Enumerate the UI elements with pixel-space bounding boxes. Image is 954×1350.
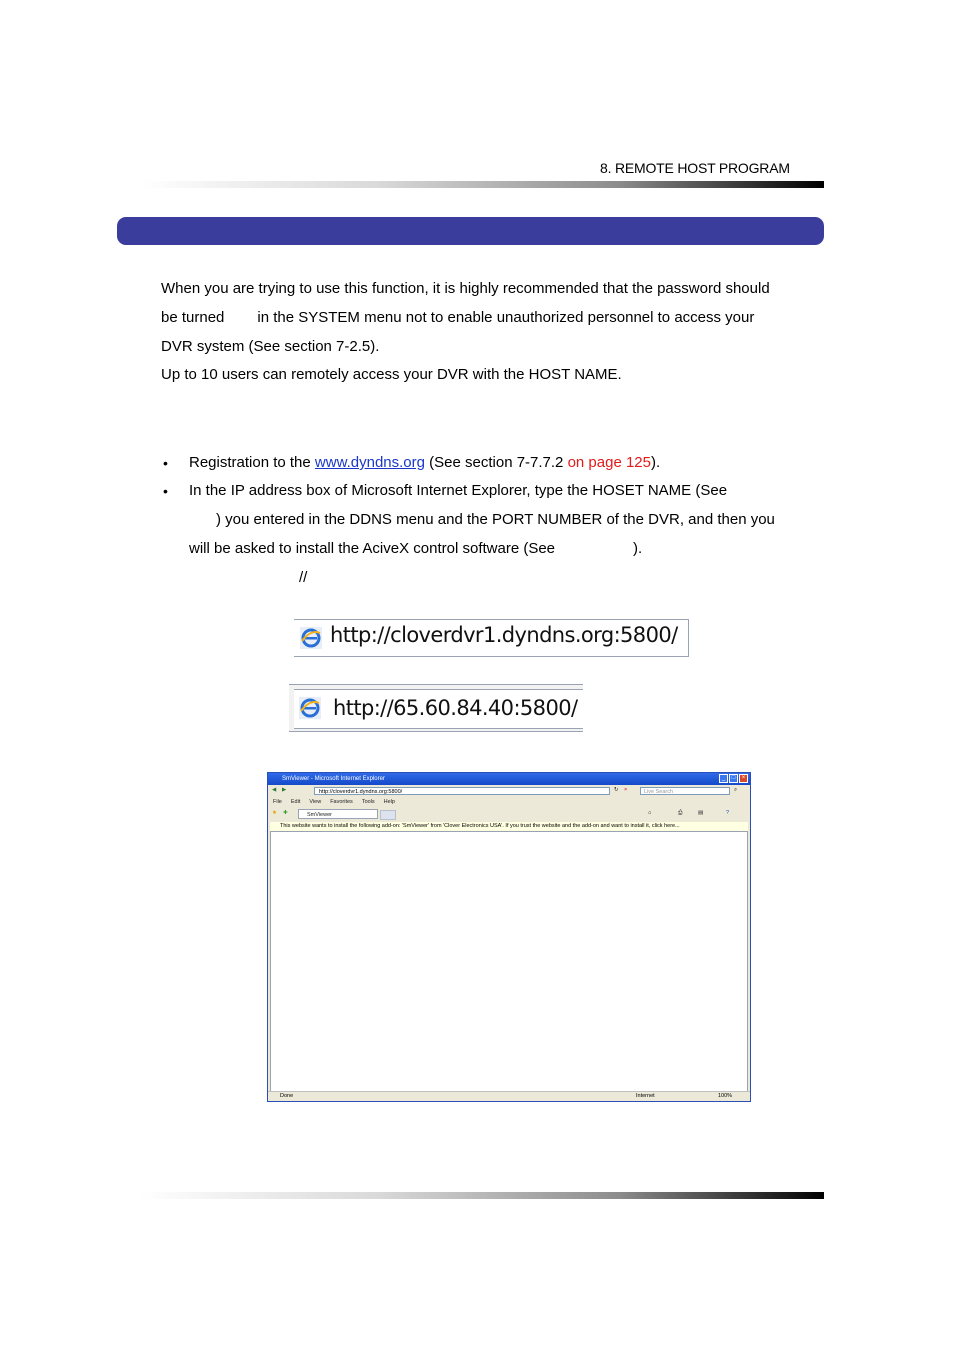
browser-window [267,772,751,1102]
menu-tools[interactable]: Tools [361,799,375,805]
intro-line-2 [161,303,841,332]
help-icon[interactable]: ? [726,810,730,816]
intro-line-3: DVR system (See section 7-2.5). [161,338,380,355]
stop-icon[interactable]: × [624,787,628,793]
minimize-icon[interactable]: _ [719,774,728,783]
refresh-icon[interactable]: ↻ [614,787,619,793]
bullet-2-line-1: In the IP address box of Microsoft Internet Explorer, type the HOSET NAME (See [189,482,728,499]
activex-infobar[interactable]: This website wants to install the following add-on: 'SmViewer' from 'Clover Electronics USA'. If you trust the website and the add-on and want to install it, click here... [270,822,748,831]
menu-help[interactable]: Help [383,799,395,805]
bullet-2 [189,476,829,592]
bullet-2-line-2: ) you entered in the DDNS menu and the PORT NUMBER of the DVR, and then you [216,511,775,528]
address-row [268,785,750,797]
intro-line-2a: be turned [161,309,225,326]
header-divider [140,181,824,188]
bullet-2-line-3a: will be asked to install the AciveX control software (See [189,540,556,557]
intro-line-4: Up to 10 users can remotely access your DVR with the HOST NAME. [161,366,622,383]
bullet-1-pre: Registration to the [189,454,311,471]
footer-divider [140,1192,824,1199]
bullet-2-line-3 [189,534,829,563]
forward-icon[interactable]: ▶ [282,787,287,793]
menu-favorites[interactable]: Favorites [330,799,353,805]
print-icon[interactable]: ⎙ [678,810,683,816]
home-icon[interactable]: ⌂ [648,810,652,816]
search-icon[interactable]: ⌕ [734,787,738,793]
status-bar [268,1091,750,1101]
url-example-2-text: http://65.60.84.40:5800/ [333,696,578,720]
bullet-1-post: ). [651,454,661,471]
add-favorite-icon[interactable]: ✚ [283,810,288,816]
bullet-1-mid: (See section 7-7.7.2 [424,454,568,471]
status-zoom[interactable]: 100% [718,1093,733,1099]
menu-file[interactable]: File [273,799,282,805]
bullet-2-line-4: // [299,569,308,586]
browser-title: SmViewer - Microsoft Internet Explorer [282,776,385,782]
url-example-hostname [294,619,689,657]
bullet-2-line-3b: ). [633,540,643,557]
new-tab-button[interactable] [380,810,396,820]
search-input[interactable]: Live Search [640,787,730,795]
intro-paragraph [161,274,841,389]
page-icon[interactable]: ▤ [698,810,704,816]
tab-smviewer[interactable]: SmViewer [298,809,378,819]
url-example-1-text: http://cloverdvr1.dyndns.org:5800/ [330,623,678,647]
bullet-1 [189,448,829,477]
browser-content-area [270,831,748,1093]
section-title-bar [117,217,824,245]
dyndns-link[interactable]: www.dyndns.org [314,454,425,471]
ie-icon [300,627,322,649]
favorites-star-icon[interactable]: ★ [272,810,277,816]
maximize-icon[interactable]: □ [729,774,738,783]
close-icon[interactable]: × [739,774,748,783]
ie-icon [299,697,321,719]
menu-bar [268,797,750,807]
bullet-2-glyph: • [163,483,168,499]
back-icon[interactable]: ◀ [272,787,277,793]
menu-view[interactable]: View [309,799,322,805]
intro-line-2b: in the SYSTEM menu not to enable unauthorized personnel to access your [257,309,755,326]
url-example-ip [289,684,583,732]
tab-row [268,807,750,821]
address-input[interactable]: http://cloverdvr1.dyndns.org:5800/ [314,787,610,795]
bullet-1-glyph: • [163,455,168,471]
status-text: Done [280,1093,294,1099]
intro-line-1: When you are trying to use this function, it is highly recommended that the password should [161,280,770,297]
status-zone: Internet [636,1093,655,1099]
page-reference: on page 125 [567,454,651,471]
menu-edit[interactable]: Edit [290,799,301,805]
browser-title-bar [268,773,750,785]
chapter-header: 8. REMOTE HOST PROGRAM [600,160,790,176]
